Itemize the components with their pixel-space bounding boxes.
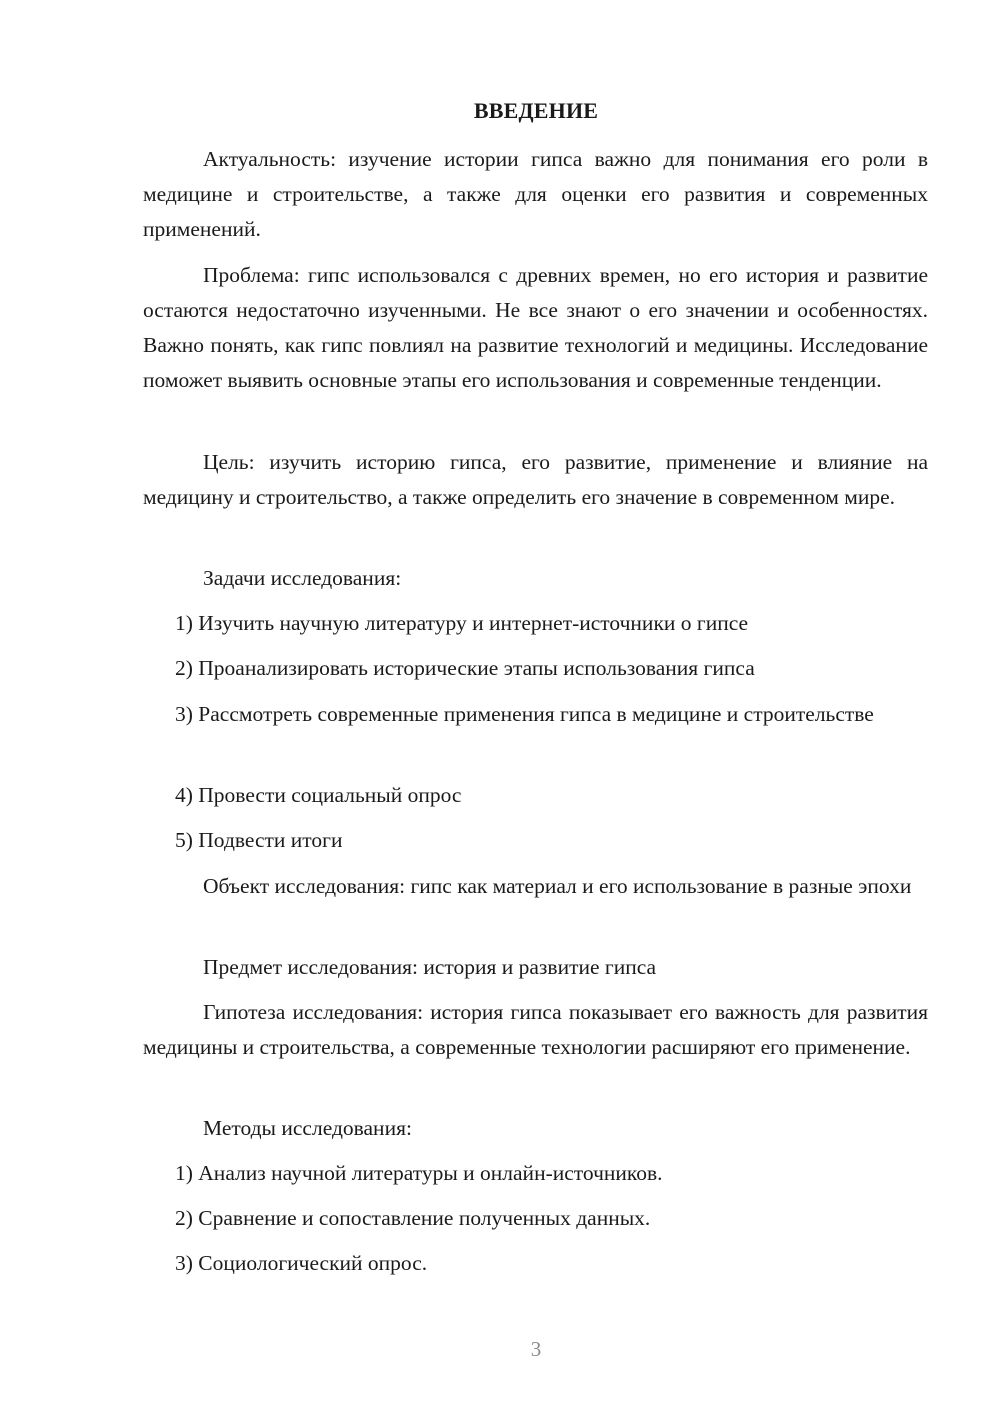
relevance-paragraph: Актуальность: изучение истории гипса важно для понимания его роли в медицине и строительстве, а также для оценки его развития и современных применений.: [143, 147, 928, 241]
method-item-2: 2) Сравнение и сопоставление полученных данных.: [175, 1206, 651, 1230]
tasks-heading: Задачи исследования:: [203, 566, 402, 590]
method-item-3: 3) Социологический опрос.: [175, 1251, 428, 1275]
task-item-3: 3) Рассмотреть современные применения гипса в медицине и строительстве: [175, 702, 874, 726]
method-item-1: 1) Анализ научной литературы и онлайн-источников.: [175, 1161, 663, 1185]
page-title: ВВЕДЕНИЕ: [473, 98, 599, 123]
task-item-4: 4) Провести социальный опрос: [175, 783, 462, 807]
subject-paragraph: Предмет исследования: история и развитие гипса: [203, 955, 657, 979]
problem-paragraph: Проблема: гипс использовался с древних времен, но его история и развитие остаются недостаточно изученными. Не все знают о его значении и особенностях. Важно понять, как гипс повлиял на развитие технологий и медицины. Исследование поможет выявить основные этапы его использования и современные тенденции.: [143, 263, 928, 392]
goal-paragraph: Цель: изучить историю гипса, его развитие, применение и влияние на медицину и строительство, а также определить его значение в современном мире.: [143, 450, 928, 509]
task-item-2: 2) Проанализировать исторические этапы использования гипса: [175, 656, 755, 680]
object-paragraph: Объект исследования: гипс как материал и его использование в разные эпохи: [203, 874, 912, 898]
page-number: 3: [530, 1337, 542, 1361]
methods-heading: Методы исследования:: [203, 1116, 412, 1140]
task-item-5: 5) Подвести итоги: [175, 828, 343, 852]
task-item-1: 1) Изучить научную литературу и интернет-источники о гипсе: [175, 611, 749, 635]
hypothesis-paragraph: Гипотеза исследования: история гипса показывает его важность для развития медицины и строительства, а современные технологии расширяют его применение.: [143, 1000, 928, 1059]
